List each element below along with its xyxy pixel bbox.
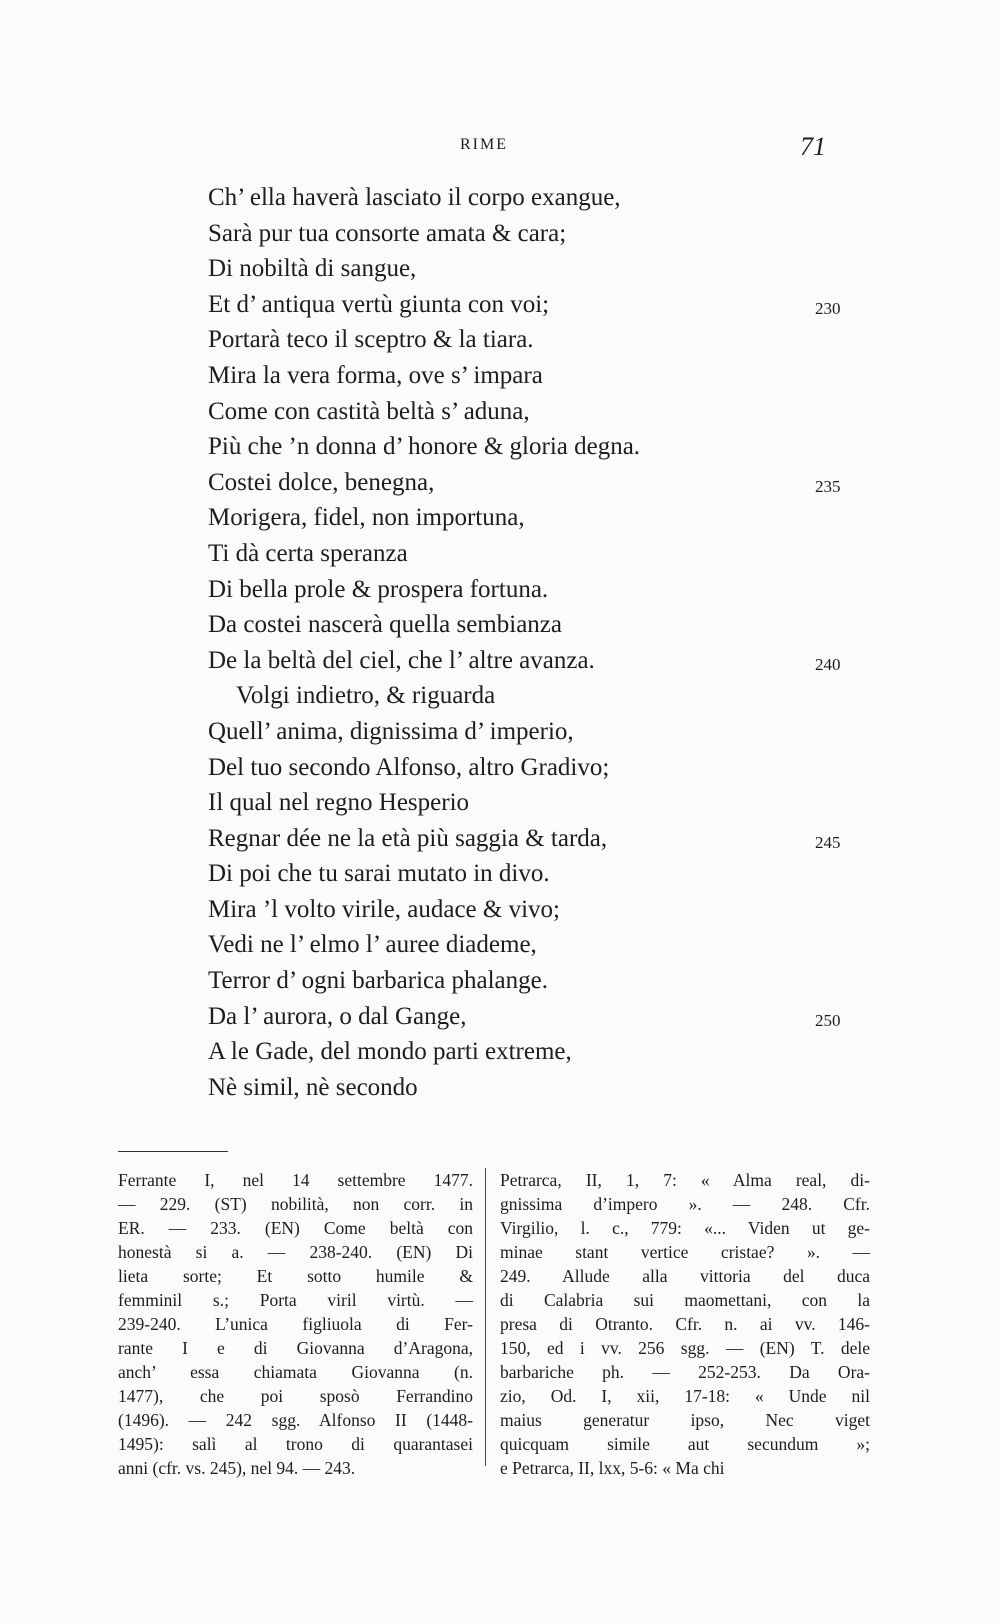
verse-text: Da costei nascerà quella sembianza (208, 611, 562, 639)
verse-line (0, 180, 1000, 216)
running-head (0, 134, 1000, 164)
footnote-column-left (118, 1168, 473, 1480)
verse-line (0, 429, 1000, 465)
footnote-column-right (500, 1168, 870, 1480)
footnote-line: anch’ essa chiamata Giovanna (n. (118, 1362, 473, 1382)
footnote-line: e Petrarca, II, lxx, 5-6: « Ma chi (500, 1458, 725, 1478)
footnote-line: di Calabria sui maomettani, con la (500, 1290, 870, 1310)
verse-text: De la beltà del ciel, che l’ altre avanza. (208, 646, 595, 674)
verse-text: A le Gade, del mondo parti extreme, (208, 1038, 572, 1066)
verse-number: 230 (815, 298, 841, 318)
verse-line (0, 714, 1000, 750)
verse-text: Più che ’n donna d’ honore & gloria degna. (208, 433, 641, 461)
verse-number: 235 (815, 476, 841, 496)
footnote-rule (118, 1151, 228, 1152)
verse-line (0, 251, 1000, 287)
verse-line (0, 322, 1000, 358)
verse-line (0, 643, 1000, 679)
page-number: 71 (800, 132, 826, 161)
verse-text: Mira la vera forma, ove s’ impara (208, 361, 543, 389)
verse-text: Costei dolce, benegna, (208, 468, 435, 496)
verse-text: Ch’ ella haverà lasciato il corpo exangue, (208, 184, 621, 211)
verse-line (0, 785, 1000, 821)
footnote-line: 1477), che poi sposò Ferrandino (118, 1386, 473, 1406)
verse-text: Mira ’l volto virile, audace & vivo; (208, 895, 560, 923)
verse-text: Regnar dée ne la età più saggia & tarda, (208, 824, 608, 852)
footnote-line: Ferrante I, nel 14 settembre 1477. (118, 1170, 473, 1190)
verse-line (0, 358, 1000, 394)
footnote-line: (1496). — 242 sgg. Alfonso II (1448- (118, 1410, 473, 1430)
verse-line (0, 750, 1000, 786)
footnote-line: quicquam simile aut secundum »; (500, 1434, 870, 1454)
footnote-line: Petrarca, II, 1, 7: « Alma real, di- (500, 1170, 870, 1190)
verse-text: Di bella prole & prospera fortuna. (208, 575, 549, 603)
footnotes (118, 1168, 872, 1478)
verse-text: Da l’ aurora, o dal Gange, (208, 1002, 467, 1030)
verse-line (0, 892, 1000, 928)
verse-text: Volgi indietro, & riguarda (236, 682, 496, 710)
verse-number: 250 (815, 1010, 841, 1030)
verse-text: Di nobiltà di sangue, (208, 255, 417, 283)
verse-text: Quell’ anima, dignissima d’ imperio, (208, 717, 574, 745)
verse-line (0, 963, 1000, 999)
footnote-line: ER. — 233. (EN) Come beltà con (118, 1218, 473, 1238)
footnote-line: rante I e di Giovanna d’Aragona, (118, 1338, 473, 1358)
verse-line (0, 216, 1000, 252)
verse-line (0, 572, 1000, 608)
verse-text: Sarà pur tua consorte amata & cara; (208, 219, 567, 247)
verse-text: Il qual nel regno Hesperio (208, 789, 470, 817)
verse-line (0, 999, 1000, 1035)
footnote-line: 150, ed i vv. 256 sgg. — (EN) T. dele (500, 1338, 870, 1358)
verse-text: Vedi ne l’ elmo l’ auree diademe, (208, 931, 537, 959)
footnote-line: barbariche ph. — 252-253. Da Ora- (500, 1362, 870, 1382)
verse-text: Et d’ antiqua vertù giunta con voi; (208, 290, 550, 318)
footnote-line: 239-240. L’unica figliuola di Fer- (118, 1314, 473, 1334)
footnote-line: gnissima d’impero ». — 248. Cfr. (500, 1194, 870, 1214)
footnote-line: presa di Otranto. Cfr. n. ai vv. 146- (500, 1314, 870, 1334)
footnote-line: — 229. (ST) nobilità, non corr. in (118, 1194, 473, 1214)
verse-line (0, 927, 1000, 963)
verse-text: Terror d’ ogni barbarica phalange. (208, 967, 548, 995)
footnote-line: 1495): salì al trono di quarantasei (118, 1434, 473, 1454)
footnote-line: maius generatur ipso, Nec viget (500, 1410, 870, 1430)
verse-text: Morigera, fidel, non importuna, (208, 504, 525, 532)
verse-line (0, 287, 1000, 323)
verse-number: 240 (815, 654, 841, 674)
verse-line (0, 1034, 1000, 1070)
verse-line (0, 536, 1000, 572)
verse-line (0, 607, 1000, 643)
footnote-line: minae stant vertice cristae? ». — (500, 1242, 870, 1262)
footnote-line: anni (cfr. vs. 245), nel 94. — 243. (118, 1458, 356, 1478)
footnote-line: honestà si a. — 238-240. (EN) Di (118, 1242, 473, 1262)
verse-text: Del tuo secondo Alfonso, altro Gradivo; (208, 753, 610, 781)
footnote-line: 249. Allude alla vittoria del duca (500, 1266, 870, 1286)
footnote-line: zio, Od. I, xii, 17-18: « Unde nil (500, 1386, 870, 1406)
running-title: RIME (460, 136, 508, 153)
verse-text: Di poi che tu sarai mutato in divo. (208, 860, 550, 888)
verse-line (0, 678, 1000, 714)
footnote-line: lieta sorte; Et sotto humile & (118, 1266, 473, 1286)
verse-line (0, 465, 1000, 501)
verse-line (0, 500, 1000, 536)
verse-line (0, 1070, 1000, 1106)
verse-number: 245 (815, 832, 841, 852)
verse-text: Portarà teco il sceptro & la tiara. (208, 326, 534, 354)
footnote-line: femminil s.; Porta viril virtù. — (118, 1290, 473, 1310)
footnote-line: Virgilio, l. c., 779: «... Viden ut ge- (500, 1218, 870, 1238)
footnote-column-divider (485, 1168, 486, 1466)
verse-line (0, 856, 1000, 892)
verse-text: Ti dà certa speranza (208, 539, 408, 567)
verse-text: Come con castità beltà s’ aduna, (208, 397, 530, 425)
verse-line (0, 394, 1000, 430)
verse-text: Nè simil, nè secondo (208, 1073, 418, 1101)
verse-line (0, 821, 1000, 857)
poem-verses (0, 180, 1000, 1105)
